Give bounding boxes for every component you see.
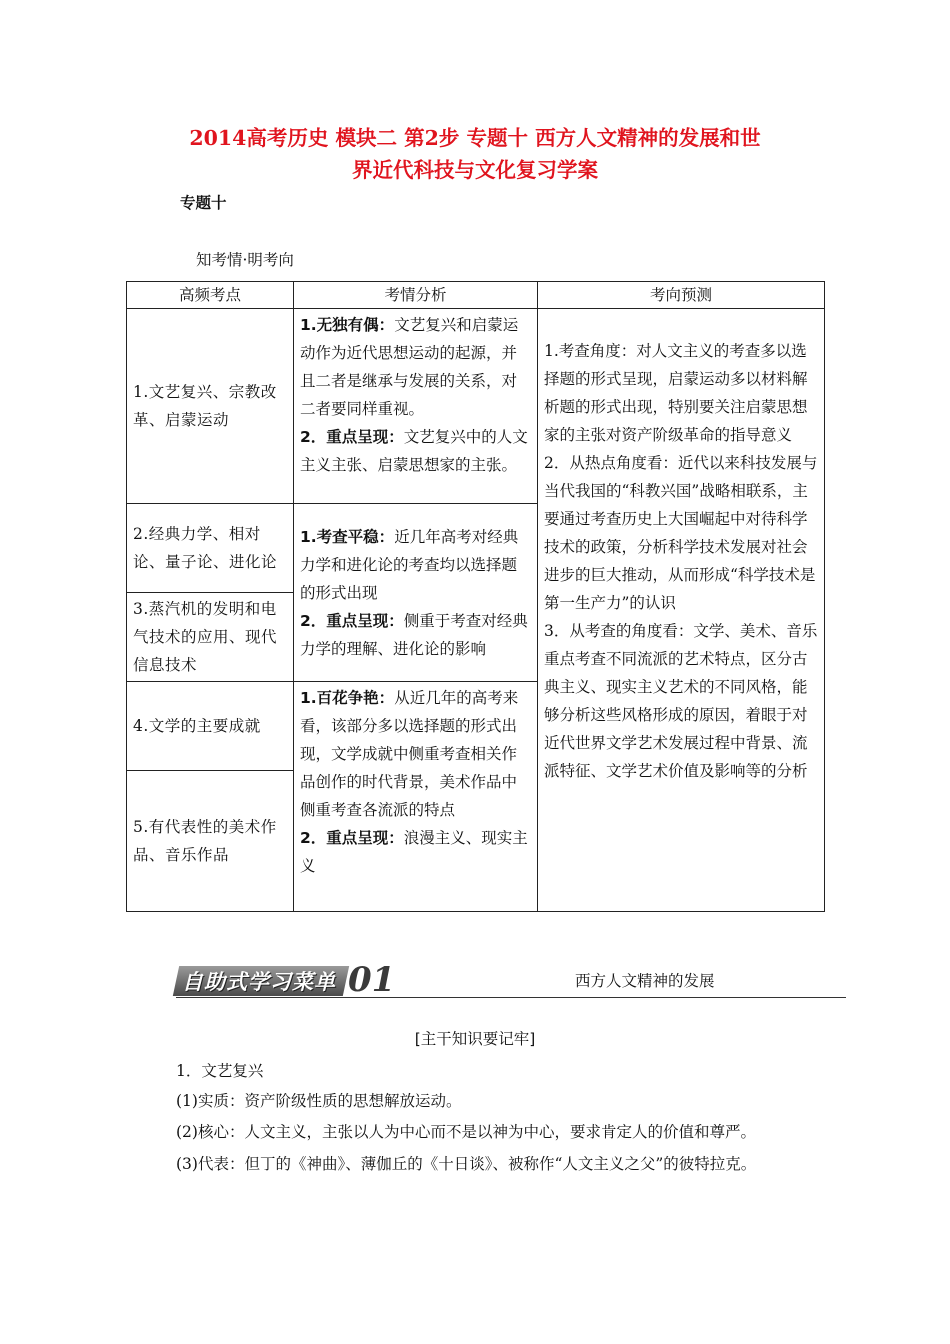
section-title: 西方人文精神的发展 xyxy=(575,972,715,990)
analysis-text: 近几年高考对经典力学和进化论的考查均以选择题的形式出现 xyxy=(300,527,519,602)
point-cell: 3.蒸汽机的发明和电气技术的应用、现代信息技术 xyxy=(127,593,294,682)
analysis-cell xyxy=(294,504,538,682)
section-divider xyxy=(176,997,846,998)
analysis-text: 侧重于考查对经典力学的理解、进化论的影响 xyxy=(300,611,528,658)
title-line-1: 2014高考历史 模块二 第2步 专题十 西方人文精神的发展和世 xyxy=(189,126,761,150)
header-analysis: 考情分析 xyxy=(294,282,538,309)
subheading: [主干知识要记牢] xyxy=(414,1030,536,1048)
exam-analysis-table xyxy=(126,281,825,912)
subject-label: 专题十 xyxy=(180,193,227,212)
analysis-keyword: 1.无独有偶： xyxy=(300,316,395,334)
point-cell: 5.有代表性的美术作品、音乐作品 xyxy=(127,771,294,912)
analysis-keyword: 2．重点呈现： xyxy=(300,829,404,847)
body-item: (1)实质：资产阶级性质的思想解放运动。 xyxy=(176,1092,462,1110)
point-cell: 2.经典力学、相对论、量子论、进化论 xyxy=(127,504,294,593)
analysis-keyword: 1.考查平稳： xyxy=(300,527,395,546)
body-item: (3)代表：但丁的《神曲》、薄伽丘的《十日谈》、被称作“人文主义之父”的彼特拉克。 xyxy=(176,1155,757,1173)
analysis-text: 文艺复兴和启蒙运动作为近代思想运动的起源，并且二者是继承与发展的关系，对二者要同样重视。 xyxy=(300,316,519,418)
table-row xyxy=(127,309,825,504)
forecast-item: 1.考查角度：对人文主义的考查多以选择题的形式呈现，启蒙运动多以材料解析题的形式出现，特别要关注启蒙思想家的主张对资产阶级革命的指导意义 xyxy=(544,342,808,444)
point-cell: 4.文学的主要成就 xyxy=(127,682,294,771)
point-cell: 1.文艺复兴、宗教改革、启蒙运动 xyxy=(127,309,294,504)
analysis-text: 从近几年的高考来看，该部分多以选择题的形式出现，文学成就中侧重考查相关作品创作的时代背景，美术作品中侧重考查各流派的特点 xyxy=(300,689,519,819)
analysis-cell xyxy=(294,682,538,912)
banner-number: 01 xyxy=(348,960,396,1000)
banner-label: 自助式学习菜单 xyxy=(182,970,336,994)
section-banner xyxy=(176,960,396,1000)
analysis-text: 浪漫主义、现实主义 xyxy=(300,829,528,875)
table-header-row xyxy=(127,282,825,309)
forecast-item: 2．从热点角度看：近代以来科技发展与当代我国的“科教兴国”战略相联系，主要通过考查历史上大国崛起中对待科学技术的政策，分析科学技术发展对社会进步的巨大推动，从而形成“科学技术是第一生产力”的认识 xyxy=(544,454,818,612)
analysis-cell xyxy=(294,309,538,504)
analysis-keyword: 2．重点呈现： xyxy=(300,428,404,446)
forecast-cell xyxy=(538,309,825,912)
analysis-text: 文艺复兴中的人文主义主张、启蒙思想家的主张。 xyxy=(300,428,528,474)
know-label: 知考情·明考向 xyxy=(196,251,294,269)
forecast-item: 3．从考查的角度看：文学、美术、音乐重点考查不同流派的艺术特点，区分古典主义、现实主义艺术的不同风格，能够分析这些风格形成的原因，着眼于对近代世界文学艺术发展过程中背景、流派特征、文学艺术价值及影响等的分析 xyxy=(544,622,818,780)
analysis-keyword: 2．重点呈现： xyxy=(300,611,404,630)
title-line-2: 界近代科技与文化复习学案 xyxy=(352,158,598,182)
body-heading: 1．文艺复兴 xyxy=(176,1062,264,1080)
body-item: (2)核心：人文主义，主张以人为中心而不是以神为中心，要求肯定人的价值和尊严。 xyxy=(176,1123,756,1141)
header-points: 高频考点 xyxy=(127,282,294,309)
analysis-keyword: 1.百花争艳： xyxy=(300,689,395,707)
header-forecast: 考向预测 xyxy=(538,282,825,309)
document-title xyxy=(150,122,800,186)
